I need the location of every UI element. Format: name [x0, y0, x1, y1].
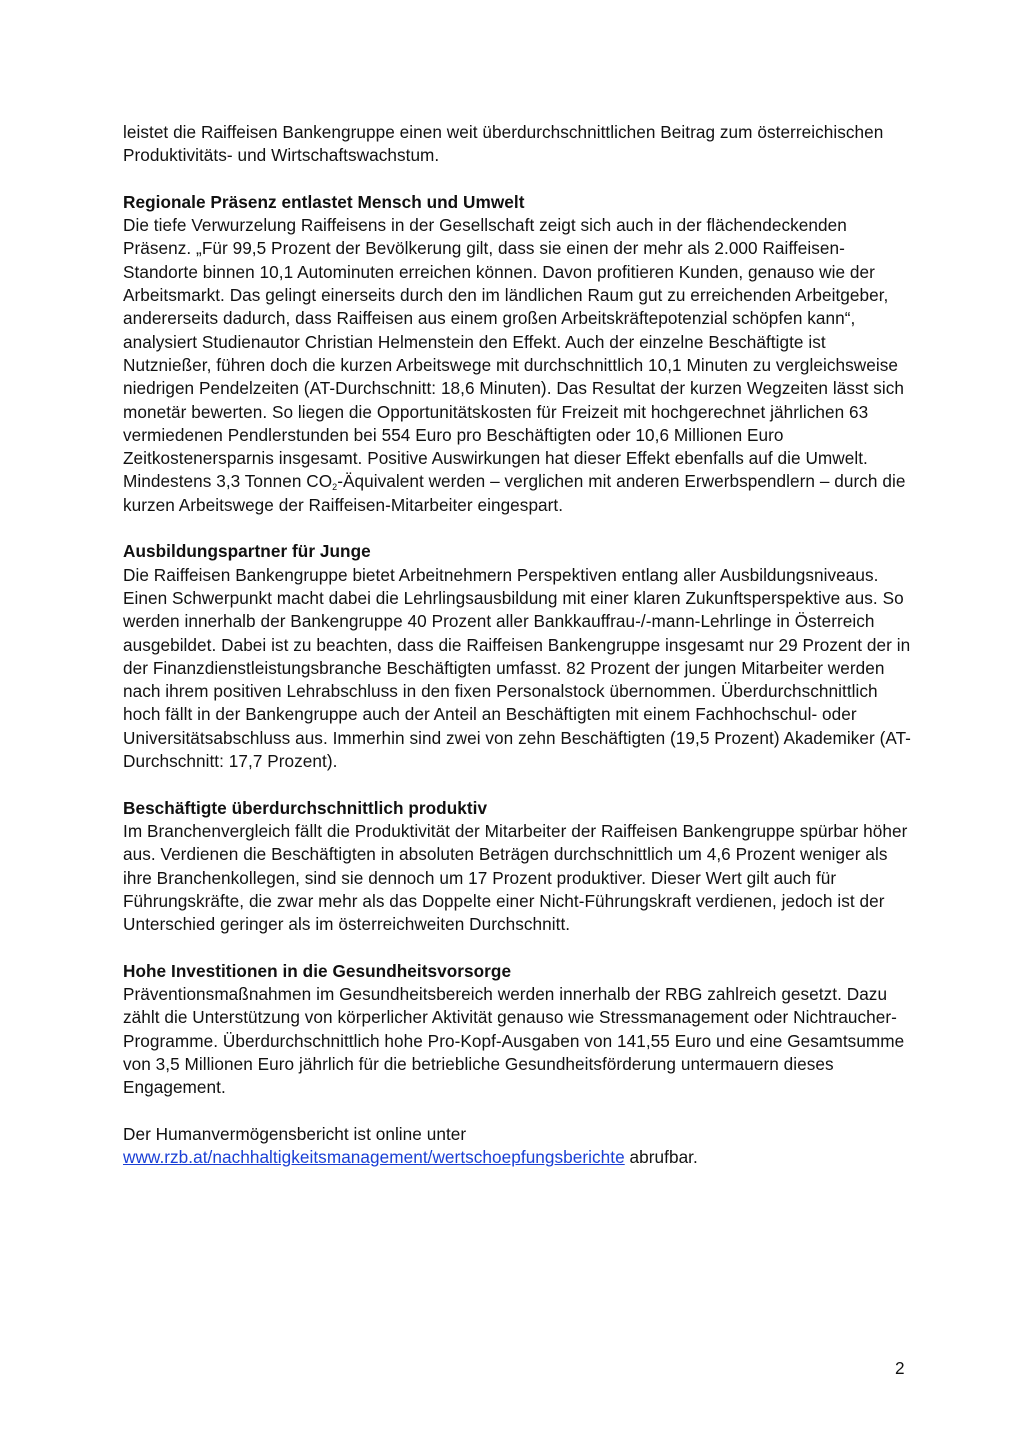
closing-suffix: abrufbar. — [624, 1147, 698, 1168]
section-heading: Ausbildungspartner für Junge — [123, 541, 371, 562]
closing-note — [123, 1123, 913, 1170]
closing-link-line — [123, 1146, 913, 1169]
paragraph-text: Die tiefe Verwurzelung Raiffeisens in der Gesellschaft zeigt sich auch in der flächendeckenden Präsenz. „Für 99,5 Prozent der Bevölkerung gilt, dass sie einen der mehr als 2.000 Raiffeisen-Standorte binnen 10,1 Autominuten erreichen können. Davon profitieren Kunden, genauso wie der Arbeitsmarkt. Das gelingt einerseits durch den im ländlichen Raum gut zu erreichenden Arbeitgeber, andererseits dadurch, dass Raiffeisen aus einem großen Arbeitskräftepotenzial schöpfen kann“, analysiert Studienautor Christian Helmenstein den Effekt. Auch der einzelne Beschäftigte ist Nutznießer, führen doch die kurzen Arbeitswege mit durchschnittlich 10,1 Minuten zu vergleichsweise niedrigen Pendelzeiten (AT-Durchschnitt: 18,6 Minuten). Das Resultat der kurzen Wegzeiten lässt sich monetär bewerten. So liegen die Opportunitätskosten für Freizeit mit hochgerechnet jährlichen 63 vermiedenen Pendlerstunden bei 554 Euro pro Beschäftigten oder 10,6 Millionen Euro Zeitkostenersparnis insgesamt. Positive Auswirkungen hat dieser Effekt ebenfalls auf die Umwelt. Mindestens 3,3 Tonnen CO — [123, 215, 905, 492]
page-number: 2 — [895, 1358, 905, 1378]
section-paragraph: Präventionsmaßnahmen im Gesundheitsbereich werden innerhalb der RBG zahlreich gesetzt. Dazu zählt die Unterstützung von körperlicher Aktivität genauso wie Stressmanagement oder Nichtraucher-Programme. Überdurchschnittlich hohe Pro-Kopf-Ausgaben von 141,55 Euro und eine Gesamtsumme von 3,5 Millionen Euro jährlich für die betriebliche Gesundheitsförderung untermauern dieses Engagement. — [123, 983, 905, 1098]
intro-paragraph: leistet die Raiffeisen Bankengruppe einen weit überdurchschnittlichen Beitrag zum österreichischen Produktivitäts- und Wirtschaftswachstum. — [123, 122, 884, 166]
section-paragraph: Im Branchenvergleich fällt die Produktivität der Mitarbeiter der Raiffeisen Bankengruppe spürbar höher aus. Verdienen die Beschäftigten in absoluten Beträgen durchschnittlich um 4,6 Prozent weniger als ihre Branchenkollegen, sind sie dennoch um 17 Prozent produktiver. Dieser Wert gilt auch für Führungskräfte, die zwar mehr als das Doppelte einer Nicht-Führungskraft verdienen, jedoch ist der Unterschied geringer als im österreichweiten Durchschnitt. — [123, 820, 908, 935]
section-regional-presence — [123, 191, 913, 517]
section-heading: Hohe Investitionen in die Gesundheitsvorsorge — [123, 960, 512, 981]
section-heading: Beschäftigte überdurchschnittlich produktiv — [123, 797, 488, 818]
section-paragraph: Die Raiffeisen Bankengruppe bietet Arbeitnehmern Perspektiven entlang aller Ausbildungsniveaus. Einen Schwerpunkt macht dabei die Lehrlingsausbildung mit einer klaren Zukunftsperspektive aus. So werden innerhalb der Bankengruppe 40 Prozent aller Bankkauffrau-/-mann-Lehrlinge in Österreich ausgebildet. Dabei ist zu beachten, dass die Raiffeisen Bankengruppe insgesamt nur 29 Prozent der in der Finanzdienstleistungsbranche Beschäftigten umfasst. 82 Prozent der jungen Mitarbeiter werden nach ihrem positiven Lehrabschluss in den fixen Personalstock übernommen. Überdurchschnittlich hoch fällt in der Bankengruppe auch der Anteil an Beschäftigten mit einem Fachhochschul- oder Universitätsabschluss aus. Immerhin sind zwei von zehn Beschäftigten (19,5 Prozent) Akademiker (AT-Durchschnitt: 17,7 Prozent). — [123, 564, 911, 772]
section-training-partner — [123, 540, 913, 773]
closing-line: Der Humanvermögensbericht ist online unter — [123, 1123, 467, 1144]
subscript-two: 2 — [332, 482, 338, 493]
paragraph-text-continued: -Äquivalent werden – verglichen mit anderen Erwerbspendlern – durch die kurzen Arbeitswege der Raiffeisen-Mitarbeiter eingespart. — [123, 471, 906, 515]
section-heading: Regionale Präsenz entlastet Mensch und Umwelt — [123, 191, 525, 212]
section-paragraph — [123, 214, 913, 517]
document-body — [123, 121, 913, 1169]
section-productivity — [123, 797, 913, 937]
section-health-investment — [123, 960, 913, 1100]
report-link[interactable]: www.rzb.at/nachhaltigkeitsmanagement/wertschoepfungsberichte — [123, 1147, 625, 1168]
